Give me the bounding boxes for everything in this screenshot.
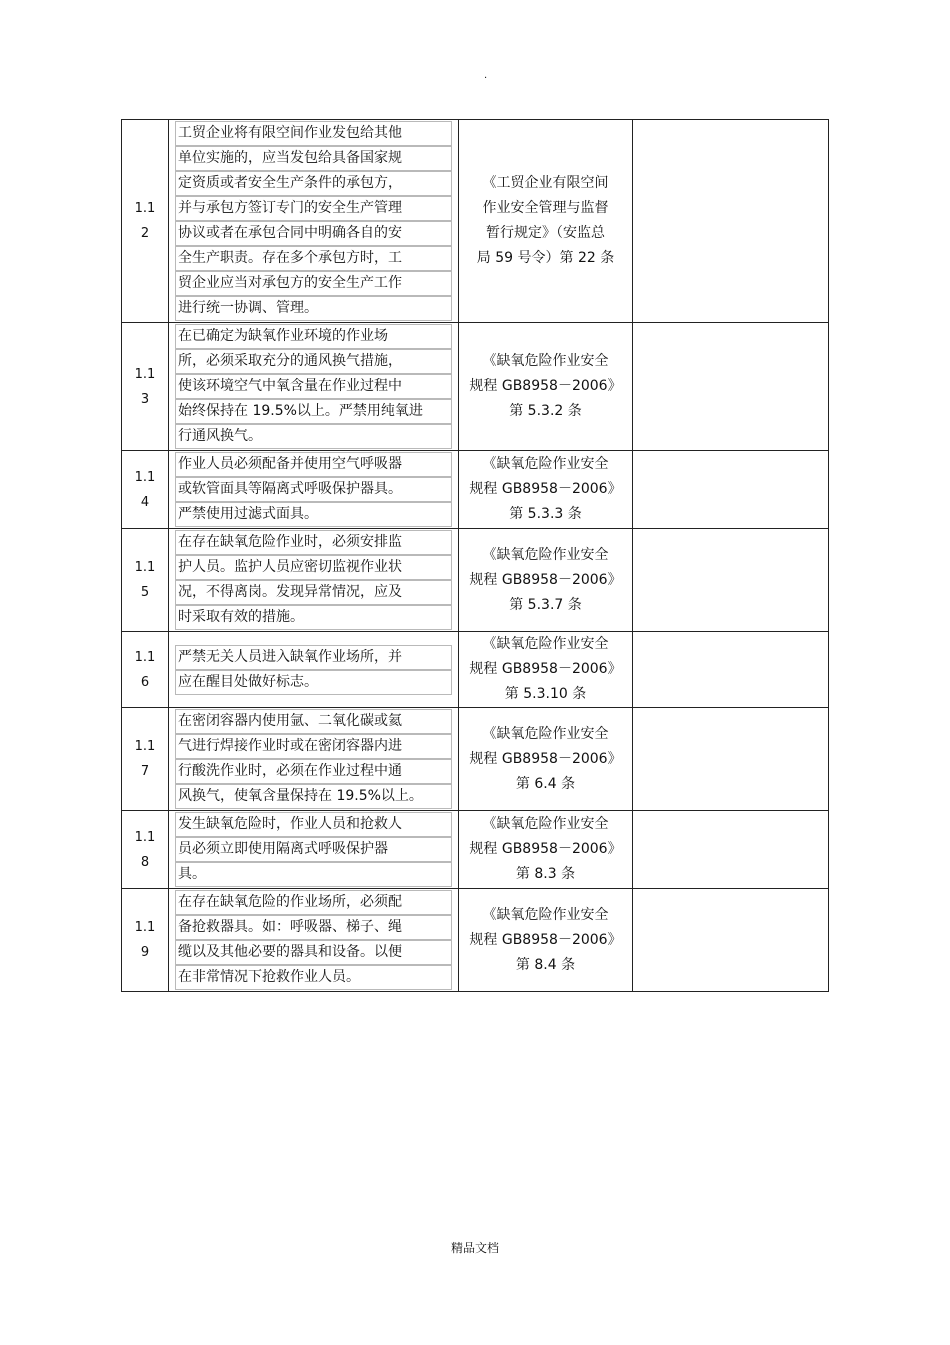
item-number: 2 (140, 226, 150, 241)
legal-basis-line: 规程 GB8958－2006》 (469, 481, 622, 497)
requirement-line: 在存在缺氧危险作业时，必须安排监 (175, 530, 452, 555)
requirement-line: 在存在缺氧危险的作业场所，必须配 (175, 890, 452, 915)
requirement-line: 严禁无关人员进入缺氧作业场所，并 (175, 645, 452, 670)
legal-basis-cell (459, 708, 633, 811)
table-row (122, 889, 829, 992)
table-row (122, 323, 829, 451)
requirements-table (121, 119, 829, 992)
requirement-cell (169, 451, 459, 529)
item-number-cell (122, 323, 169, 451)
requirement-line: 应在醒目处做好标志。 (175, 670, 452, 695)
item-number: 1.1 (134, 366, 156, 382)
item-number-cell (122, 632, 169, 708)
legal-basis-line: 局 59 号令）第 22 条 (476, 250, 615, 266)
legal-basis-line: 暂行规定》（安监总 (486, 225, 605, 241)
requirement-line: 在密闭容器内使用氩、二氧化碳或氦 (175, 709, 452, 734)
item-number: 7 (140, 764, 150, 779)
requirement-cell (169, 811, 459, 889)
item-number: 1.1 (134, 649, 156, 665)
legal-basis-line: 第 6.4 条 (515, 775, 576, 792)
legal-basis-cell (459, 451, 633, 529)
requirement-line: 发生缺氧危险时，作业人员和抢救人 (175, 812, 452, 837)
requirement-line: 协议或者在承包合同中明确各自的安 (175, 221, 452, 246)
requirement-cell (169, 529, 459, 632)
requirement-line: 气进行焊接作业时或在密闭容器内进 (175, 734, 452, 759)
item-number: 5 (140, 585, 150, 600)
requirement-line: 况，不得离岗。发现异常情况，应及 (175, 580, 452, 605)
legal-basis-cell (459, 632, 633, 708)
legal-basis-line: 《工贸企业有限空间 (482, 175, 609, 191)
item-number: 1.1 (134, 829, 156, 845)
requirement-line: 风换气，使氧含量保持在 19.5%以上。 (175, 784, 452, 809)
legal-basis-line: 《缺氧危险作业安全 (482, 456, 609, 472)
requirement-line: 具。 (175, 862, 452, 887)
check-result-cell (633, 451, 829, 529)
item-number-cell (122, 529, 169, 632)
requirement-line: 护人员。监护人员应密切监视作业状 (175, 555, 452, 580)
item-number: 1.1 (134, 560, 156, 575)
legal-basis-line: 作业安全管理与监督 (482, 200, 609, 216)
requirement-cell (169, 708, 459, 811)
requirement-line: 缆以及其他必要的器具和设备。以便 (175, 940, 452, 965)
legal-basis-cell (459, 811, 633, 889)
item-number: 1.1 (134, 469, 156, 485)
table-row (122, 529, 829, 632)
header-mark: . (484, 70, 488, 81)
requirement-line: 在已确定为缺氧作业环境的作业场 (175, 324, 452, 349)
requirement-line: 员必须立即使用隔离式呼吸保护器 (175, 837, 452, 862)
requirement-cell (169, 889, 459, 992)
legal-basis-line: 《缺氧危险作业安全 (482, 906, 609, 923)
legal-basis-line: 《缺氧危险作业安全 (482, 725, 609, 742)
legal-basis-line: 规程 GB8958－2006》 (469, 378, 622, 394)
requirement-line: 行通风换气。 (175, 424, 452, 449)
check-result-cell (633, 632, 829, 708)
legal-basis-line: 第 5.3.10 条 (504, 686, 587, 702)
requirement-cell (169, 632, 459, 708)
item-number-cell (122, 120, 169, 323)
check-result-cell (633, 529, 829, 632)
item-number: 1.1 (134, 739, 156, 754)
requirement-line: 严禁使用过滤式面具。 (175, 502, 452, 527)
legal-basis-cell (459, 323, 633, 451)
legal-basis-line: 《缺氧危险作业安全 (482, 546, 609, 563)
item-number-cell (122, 708, 169, 811)
item-number-cell (122, 811, 169, 889)
check-result-cell (633, 811, 829, 889)
legal-basis-cell (459, 529, 633, 632)
requirement-line: 或软管面具等隔离式呼吸保护器具。 (175, 477, 452, 502)
item-number: 9 (140, 945, 150, 960)
requirement-line: 时采取有效的措施。 (175, 605, 452, 630)
check-result-cell (633, 120, 829, 323)
check-result-cell (633, 708, 829, 811)
legal-basis-line: 规程 GB8958－2006》 (469, 931, 622, 948)
item-number-cell (122, 451, 169, 529)
item-number: 4 (140, 494, 150, 510)
requirement-line: 工贸企业将有限空间作业发包给其他 (175, 121, 452, 146)
legal-basis-line: 规程 GB8958－2006》 (469, 661, 622, 677)
requirement-line: 贸企业应当对承包方的安全生产工作 (175, 271, 452, 296)
requirement-cell (169, 120, 459, 323)
item-number: 1.1 (134, 201, 156, 216)
table-row (122, 120, 829, 323)
legal-basis-line: 第 5.3.2 条 (509, 403, 582, 419)
item-number-cell (122, 889, 169, 992)
check-result-cell (633, 889, 829, 992)
item-number: 8 (140, 854, 150, 870)
table-row (122, 708, 829, 811)
legal-basis-line: 《缺氧危险作业安全 (482, 816, 609, 832)
check-result-cell (633, 323, 829, 451)
table-row (122, 811, 829, 889)
requirement-cell (169, 323, 459, 451)
legal-basis-line: 第 8.4 条 (515, 956, 576, 973)
item-number: 6 (140, 674, 150, 690)
legal-basis-line: 第 8.3 条 (515, 866, 576, 882)
legal-basis-line: 规程 GB8958－2006》 (469, 750, 622, 767)
requirement-line: 始终保持在 19.5%以上。严禁用纯氧进 (175, 399, 452, 424)
legal-basis-line: 第 5.3.7 条 (509, 596, 582, 613)
requirement-line: 单位实施的，应当发包给具备国家规 (175, 146, 452, 171)
requirement-line: 使该环境空气中氧含量在作业过程中 (175, 374, 452, 399)
requirement-line: 全生产职责。存在多个承包方时，工 (175, 246, 452, 271)
requirement-line: 备抢救器具。如：呼吸器、梯子、绳 (175, 915, 452, 940)
legal-basis-line: 规程 GB8958－2006》 (469, 841, 622, 857)
item-number: 1.1 (134, 920, 156, 935)
requirement-line: 并与承包方签订专门的安全生产管理 (175, 196, 452, 221)
legal-basis-cell (459, 889, 633, 992)
table-row (122, 451, 829, 529)
legal-basis-line: 第 5.3.3 条 (509, 506, 582, 522)
legal-basis-line: 《缺氧危险作业安全 (482, 636, 609, 652)
requirement-line: 进行统一协调、管理。 (175, 296, 452, 321)
table-row (122, 632, 829, 708)
requirement-line: 定资质或者安全生产条件的承包方， (175, 171, 452, 196)
requirement-line: 行酸洗作业时，必须在作业过程中通 (175, 759, 452, 784)
requirement-line: 作业人员必须配备并使用空气呼吸器 (175, 452, 452, 477)
item-number: 3 (140, 391, 150, 407)
legal-basis-line: 《缺氧危险作业安全 (482, 353, 609, 369)
legal-basis-line: 规程 GB8958－2006》 (469, 571, 622, 588)
requirement-line: 在非常情况下抢救作业人员。 (175, 965, 452, 990)
footer-label: 精品文档 (450, 1241, 499, 1255)
requirement-line: 所，必须采取充分的通风换气措施， (175, 349, 452, 374)
legal-basis-cell (459, 120, 633, 323)
